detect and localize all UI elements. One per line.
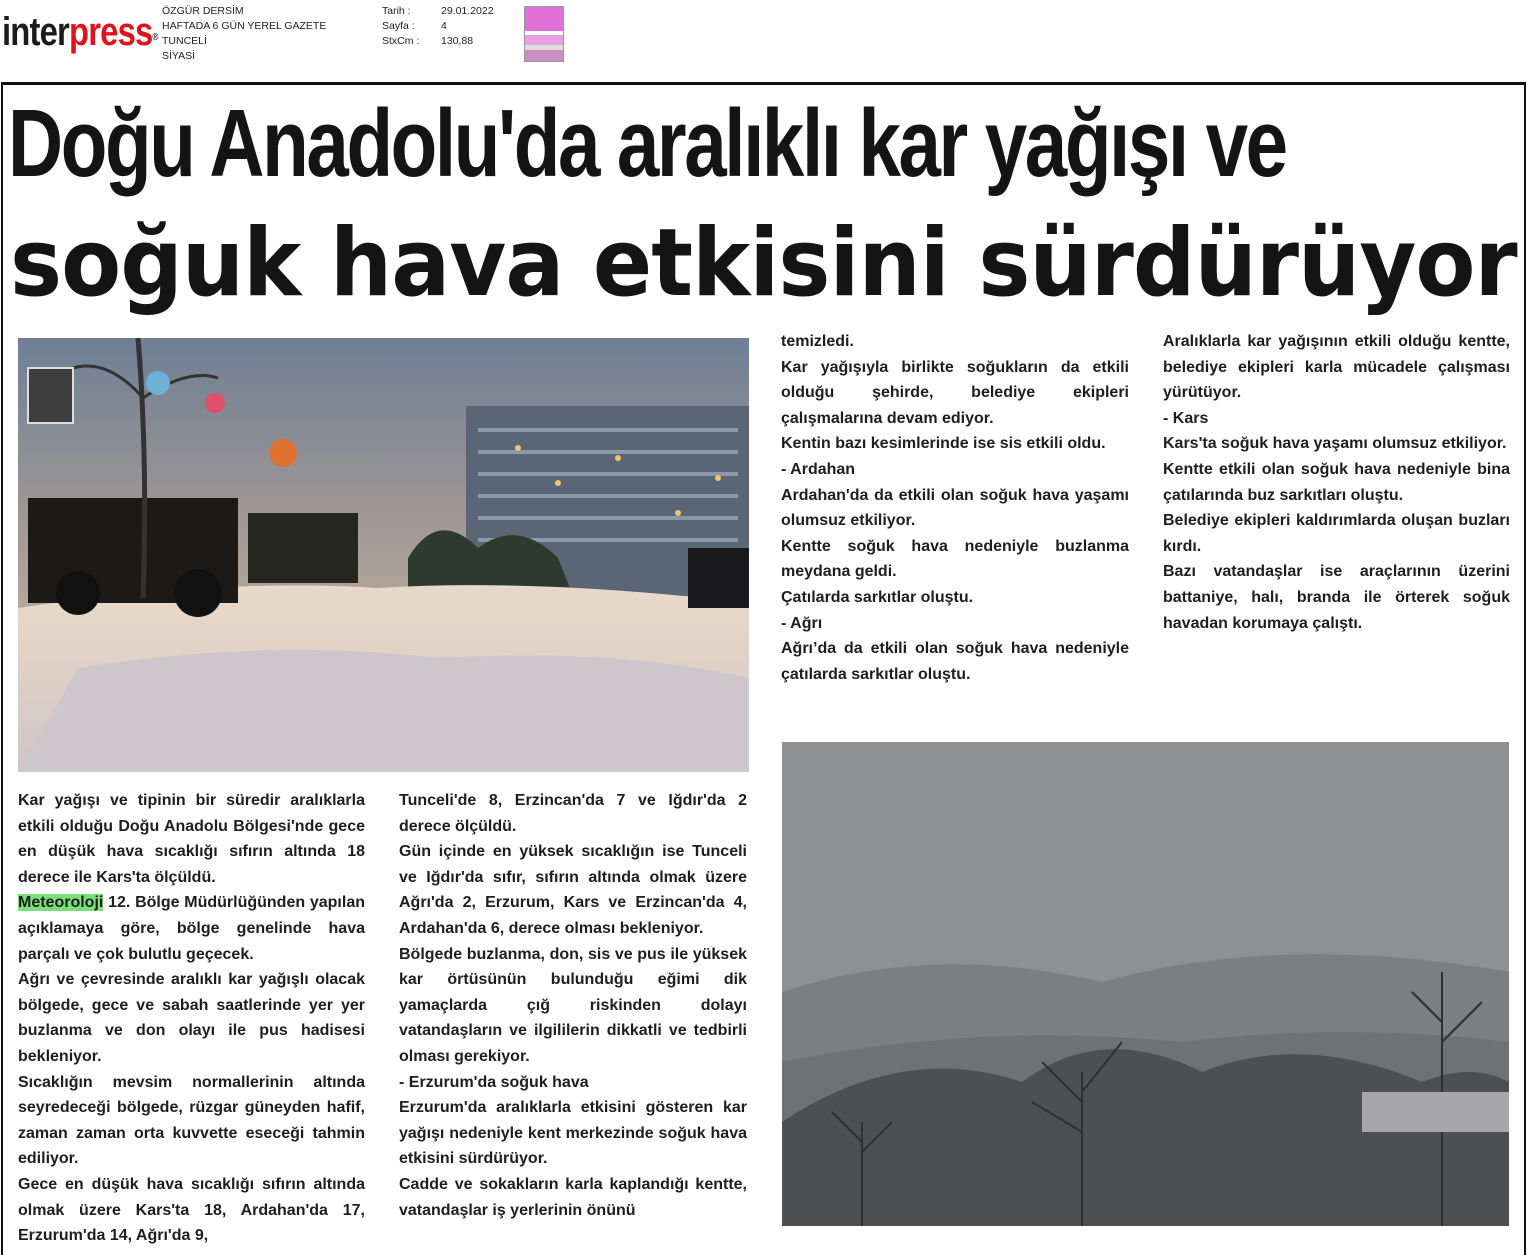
paragraph: Meteoroloji 12. Bölge Müdürlüğünden yapılan açıklamaya göre, bölge genelinde hava parçalı ve çok bulutlu geçecek. [18, 894, 365, 963]
clipping-header [0, 0, 1529, 82]
highlighted-term: Meteoroloji [18, 894, 104, 912]
paragraph: Belediye ekipleri kaldırımlarda oluşan buzları kırdı. [1163, 512, 1510, 555]
headline-line2: soğuk hava etkisini sürdürüyor [10, 209, 1517, 318]
article-column-2 [399, 788, 747, 1223]
page-value: 4 [441, 20, 447, 32]
subheading: - Erzurum'da soğuk hava [399, 1073, 589, 1091]
paragraph: Ardahan'da da etkili olan soğuk hava yaşamı olumsuz etkiliyor. [781, 486, 1129, 530]
publication-info [162, 4, 326, 64]
paragraph: Kars'ta soğuk hava yaşamı olumsuz etkiliyor. [1163, 435, 1507, 453]
paragraph: Kar yağışı ve tipinin bir süredir aralıklarla etkili olduğu Doğu Anadolu Bölgesi'nde gece en düşük hava sıcaklığı sıfırın altında 18 derece ile Kars'ta ölçüldü. [18, 792, 365, 886]
subheading: - Ağrı [781, 614, 823, 632]
page-label: Sayfa : [382, 20, 415, 32]
paragraph: Kentin bazı kesimlerinde ise sis etkili oldu. [781, 435, 1106, 453]
subheading: - Kars [1163, 409, 1209, 427]
paragraph: Gün içinde en yüksek sıcaklığın ise Tunceli ve Iğdır'da sıfır, sıfırın altında olmak üzere Ağrı'da 2, Erzurum, Kars ve Erzincan'da 4, Ardahan'da 6, derece olması bekleniyor. [399, 843, 747, 937]
snowplow-street-photo [18, 338, 749, 772]
paragraph: Erzurum'da aralıklarla etkisini gösteren kar yağışı nedeniyle kent merkezinde soğuk hava etkisini sürdürüyor. [399, 1099, 747, 1168]
article-column-1 [18, 788, 365, 1249]
paragraph: Gece en düşük hava sıcaklığı sıfırın altında olmak üzere Kars'ta 18, Ardahan'da 17, Erzurum'da 14, Ağrı'da 9, [18, 1175, 365, 1245]
paragraph: Tunceli'de 8, Erzincan'da 7 ve Iğdır'da 2 derece ölçüldü. [399, 792, 747, 835]
date-label: Tarih : [382, 5, 411, 17]
paragraph: Cadde ve sokakların karla kaplandığı kentte, vatandaşlar iş yerlerinin önünü [399, 1175, 747, 1219]
publication-name: ÖZGÜR DERSİM [162, 5, 244, 17]
paragraph: Sıcaklığın mevsim normallerinin altında seyredeceği bölgede, rüzgar güneyden hafif, zaman zaman orta kuvvette eseceği tahmin ediliyor. [18, 1073, 365, 1168]
snowy-landscape-photo [782, 742, 1509, 1226]
paragraph: Ağrı’da da etkili olan soğuk hava nedeniyle çatılarda sarkıtlar oluştu. [781, 640, 1129, 683]
stxcm-label: StxCm : [382, 35, 420, 47]
paragraph: Bazı vatandaşlar ise araçlarının üzerini battaniye, halı, branda ile örterek soğuk havadan korumaya çalıştı. [1163, 563, 1510, 632]
paragraph: Aralıklarla kar yağışının etkili olduğu kentte, belediye ekipleri karla mücadele çalışması yürütüyor. [1163, 333, 1510, 402]
interpress-logo: interpress® [2, 10, 158, 54]
subheading: - Ardahan [781, 460, 856, 478]
publication-city: TUNCELİ [162, 35, 207, 47]
publication-category: SİYASİ [162, 50, 196, 62]
paragraph: Kentte soğuk hava nedeniyle buzlanma meydana geldi. [781, 537, 1129, 581]
publication-frequency: HAFTADA 6 GÜN YEREL GAZETE [162, 20, 327, 32]
stxcm-value: 130,88 [441, 35, 474, 47]
page-thumbnail[interactable] [524, 6, 564, 62]
paragraph: Ağrı ve çevresinde aralıklı kar yağışlı olacak bölgede, gece ve sabah saatlerinde yer yer buzlanma ve don olayı ile pus hadisesi bekleniyor. [18, 971, 365, 1065]
article-column-4 [1163, 329, 1510, 636]
paragraph: Kentte etkili olan soğuk hava nedeniyle bina çatılarında buz sarkıtları oluştu. [1163, 460, 1510, 504]
paragraph: Kar yağışıyla birlikte soğukların da etkili olduğu şehirde, belediye ekipleri çalışmalarına devam ediyor. [781, 358, 1129, 427]
date-value: 29.01.2022 [441, 5, 494, 17]
paragraph: temizledi. [781, 333, 854, 350]
headline: Doğu Anadolu'da aralıklı kar yağışı ve [8, 90, 1286, 197]
paragraph: Bölgede buzlanma, don, sis ve pus ile yüksek kar örtüsünün bulunduğu eğimi dik yamaçlarda çığ riskinden dolayı vatandaşların ve ilgililerin dikkatli ve tedbirli olması gerekiyor. [399, 945, 747, 1065]
article-column-3 [781, 329, 1129, 687]
meta-values [441, 4, 494, 49]
meta-labels [382, 4, 419, 49]
paragraph: Çatılarda sarkıtlar oluştu. [781, 588, 974, 606]
